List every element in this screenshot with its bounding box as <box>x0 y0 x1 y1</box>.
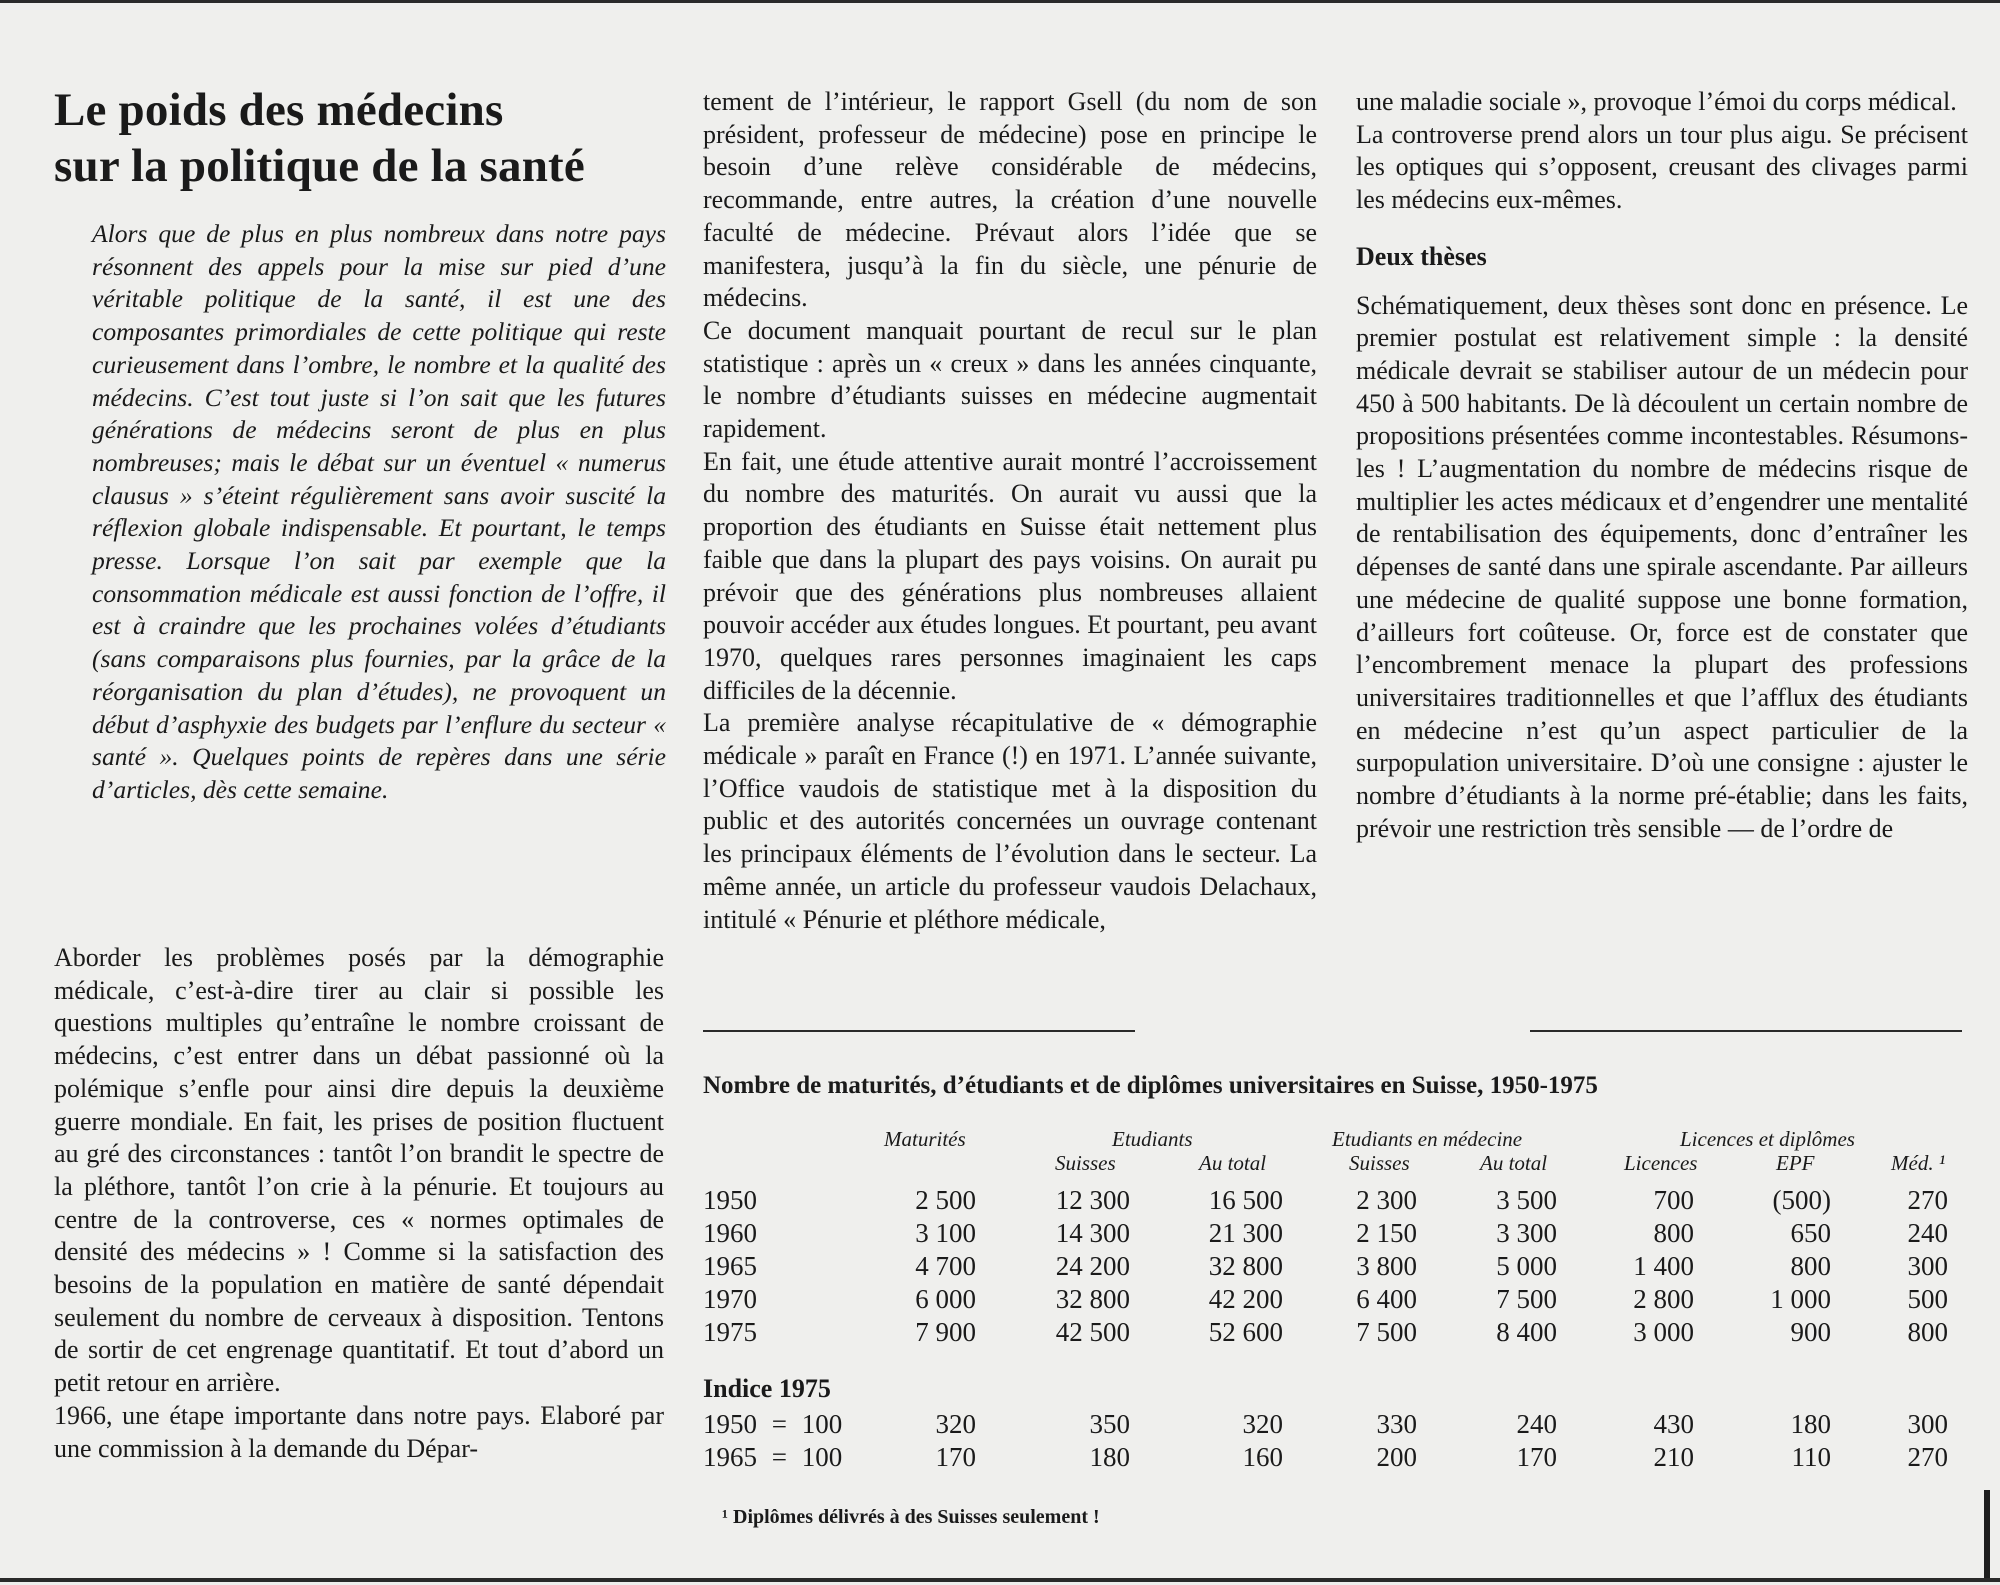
index-cell: 170 <box>1516 1442 1557 1472</box>
table-cell: (500) <box>1772 1185 1831 1215</box>
index-heading: Indice 1975 <box>703 1374 831 1403</box>
table-cell: 7 500 <box>1496 1284 1557 1314</box>
table-cell: 3 800 <box>1356 1251 1417 1281</box>
table-cell: 900 <box>1790 1317 1831 1347</box>
table-cell: 3 500 <box>1496 1185 1557 1215</box>
group-header-etudiants-medecine: Etudiants en médecine <box>1332 1127 1523 1151</box>
table-cell: 2 150 <box>1356 1218 1417 1248</box>
table-cell: 8 400 <box>1496 1317 1557 1347</box>
subheader: EPF <box>1776 1151 1815 1175</box>
table-cell: 1 000 <box>1770 1284 1831 1314</box>
table-cell: 3 000 <box>1633 1317 1694 1347</box>
table-cell: 24 200 <box>1055 1251 1130 1281</box>
table-cell: 3 100 <box>915 1218 976 1248</box>
index-cell: 240 <box>1516 1409 1557 1439</box>
table-cell: 2 300 <box>1356 1185 1417 1215</box>
table-title: Nombre de maturités, d’étudiants et de diplômes universitaires en Suisse, 1950-1975 <box>703 1072 1598 1099</box>
row-year: 1975 <box>703 1317 757 1347</box>
body-paragraph: La première analyse récapitulative de « démographie médicale » paraît en France (!) en 1971. L’année suivante, l’Office vaudois de statistique met à la disposition du public et des autorités concernées un ouvrage contenant les principaux éléments de l’évolution dans le secteur. La même année, un article du professeur vaudois Delachaux, intitulé « Pénurie et pléthore médicale, <box>703 708 1317 934</box>
body-paragraph: tement de l’intérieur, le rapport Gsell (du nom de son président, professeur de médecine) pose en principe le besoin d’une relève considérable de médecins, recommande, entre autres, la création d’une nouvelle faculté de médecine. Prévaut alors l’idée que se manifestera, jusqu’à la fin du siècle, une pénurie de médecins. <box>703 87 1317 313</box>
row-year: 1960 <box>703 1218 757 1248</box>
table-cell: 21 300 <box>1208 1218 1283 1248</box>
table-cell: 7 900 <box>915 1317 976 1347</box>
bottom-border <box>0 1578 2000 1582</box>
divider-rule <box>703 1030 1135 1032</box>
table-cell: 42 200 <box>1208 1284 1283 1314</box>
index-row-label: 1950 = 100 <box>703 1409 843 1439</box>
table-cell: 14 300 <box>1055 1218 1130 1248</box>
table-cell: 2 800 <box>1633 1284 1694 1314</box>
top-border <box>0 0 2000 3</box>
row-year: 1970 <box>703 1284 757 1314</box>
body-paragraph: Ce document manquait pourtant de recul sur le plan statistique : après un « creux » dans les années cinquante, le nombre d’étudiants suisses en médecine augmentait rapidement. <box>703 315 1317 444</box>
table-cell: 6 000 <box>915 1284 976 1314</box>
group-header-maturites: Maturités <box>884 1127 966 1151</box>
table-cell: 1 400 <box>1633 1251 1694 1281</box>
index-cell: 180 <box>1790 1409 1831 1439</box>
section-heading: Deux thèses <box>1356 241 1487 271</box>
index-cell: 270 <box>1907 1442 1948 1472</box>
index-cell: 320 <box>935 1409 976 1439</box>
article-title <box>54 82 674 194</box>
lead-paragraph: Alors que de plus en plus nombreux dans notre pays résonnent des appels pour la mise sur pied d’une véritable politique de la santé, il est une des composantes primordiales de cette politique qui reste curieusement dans l’ombre, le nombre et la qualité des médecins. C’est tout juste si l’on sait que les futures générations de médecins seront de plus en plus nombreuses; mais le débat sur un éventuel « numerus clausus » s’éteint régulièrement sans avoir suscité la réflexion globale indispensable. Et pourtant, le temps presse. Lorsque l’on sait par exemple que la consommation médicale est aussi fonction de l’offre, il est à craindre que les prochaines volées d’étudiants (sans comparaisons plus fournies, par la grâce de la réorganisation du plan d’études), ne provoquent un début d’asphyxie des budgets par l’enflure du secteur « santé ». Quelques points de repères dans une série d’articles, dès cette semaine. <box>92 219 666 804</box>
table-cell: 52 600 <box>1208 1317 1283 1347</box>
subheader: Suisses <box>1055 1151 1116 1175</box>
body-paragraph: 1966, une étape importante dans notre pays. Elaboré par une commission à la demande du Dépar- <box>54 1400 664 1463</box>
row-year: 1950 <box>703 1185 757 1215</box>
subheader: Méd. ¹ <box>1891 1151 1946 1175</box>
title-line-1: Le poids des médecins <box>54 84 504 136</box>
row-year: 1965 <box>703 1251 757 1281</box>
index-cell: 180 <box>1089 1442 1130 1472</box>
index-cell: 330 <box>1376 1409 1417 1439</box>
index-cell: 300 <box>1907 1409 1948 1439</box>
table-cell: 300 <box>1907 1251 1948 1281</box>
table-cell: 650 <box>1790 1218 1831 1248</box>
table-cell: 16 500 <box>1208 1185 1283 1215</box>
column-1 <box>54 942 664 1465</box>
table-cell: 7 500 <box>1356 1317 1417 1347</box>
subheader: Au total <box>1480 1151 1548 1175</box>
body-paragraph: En fait, une étude attentive aurait montré l’accroissement du nombre des maturités. On aurait vu aussi que la proportion des étudiants en Suisse était nettement plus faible que dans la plupart des pays voisins. On aurait pu prévoir que des générations plus nombreuses allaient pouvoir accéder aux études longues. Et pourtant, peu avant 1970, quelques rares personnes imaginaient les caps difficiles de la décennie. <box>703 446 1317 705</box>
table-cell: 270 <box>1907 1185 1948 1215</box>
table-cell: 800 <box>1790 1251 1831 1281</box>
index-row-label: 1965 = 100 <box>703 1442 843 1472</box>
index-cell: 350 <box>1089 1409 1130 1439</box>
table-cell: 3 300 <box>1496 1218 1557 1248</box>
table-cell: 5 000 <box>1496 1251 1557 1281</box>
table-footnote: ¹ Diplômes délivrés à des Suisses seulement ! <box>722 1506 1100 1528</box>
table-cell: 32 800 <box>1208 1251 1283 1281</box>
column-3 <box>1356 86 1968 845</box>
body-paragraph: La controverse prend alors un tour plus aigu. Se précisent les optiques qui s’opposent, creusant des clivages parmi les médecins eux-mêmes. <box>1356 119 1968 215</box>
index-cell: 160 <box>1242 1442 1283 1472</box>
table-cell: 240 <box>1907 1218 1948 1248</box>
table-cell: 2 500 <box>915 1185 976 1215</box>
group-header-licences-diplomes: Licences et diplômes <box>1680 1127 1855 1151</box>
table-cell: 500 <box>1907 1284 1948 1314</box>
table-cell: 6 400 <box>1356 1284 1417 1314</box>
index-cell: 320 <box>1242 1409 1283 1439</box>
table-cell: 32 800 <box>1055 1284 1130 1314</box>
index-cell: 110 <box>1791 1442 1831 1472</box>
subheader: Suisses <box>1349 1151 1410 1175</box>
table-cell: 800 <box>1653 1218 1694 1248</box>
table-cell: 800 <box>1907 1317 1948 1347</box>
group-header-etudiants: Etudiants <box>1112 1127 1193 1151</box>
body-paragraph: Schématiquement, deux thèses sont donc en présence. Le premier postulat est relativement simple : la densité médicale devrait se stabiliser autour de un médecin pour 450 à 500 habitants. De là découlent un certain nombre de propositions présentées comme incontestables. Résumons-les ! L’augmentation du nombre de médecins risque de multiplier les actes médicaux et d’engendrer une mentalité de rentabilisation des équipements, donc d’entraîner les dépenses de santé dans une spirale ascendante. Par ailleurs une médecine de qualité suppose une bonne formation, d’ailleurs fort coûteuse. Or, force est de constater que l’encombrement menace la plupart des professions universitaires traditionnelles et que l’afflux des étudiants en médecine n’est qu’un aspect particulier de la surpopulation universitaire. D’où une consigne : ajuster le nombre d’étudiants à la norme pré-établie; dans les faits, prévoir une restriction très sensible — de l’ordre de <box>1356 290 1968 843</box>
column-2 <box>703 86 1317 936</box>
divider-rule <box>1530 1030 1962 1032</box>
table-cell: 700 <box>1653 1185 1694 1215</box>
body-paragraph: une maladie sociale », provoque l’émoi du corps médical. <box>1356 87 1957 116</box>
table-cell: 12 300 <box>1055 1185 1130 1215</box>
index-cell: 170 <box>935 1442 976 1472</box>
subheader: Licences <box>1624 1151 1698 1175</box>
index-cell: 210 <box>1653 1442 1694 1472</box>
index-cell: 200 <box>1376 1442 1417 1472</box>
subheader: Au total <box>1199 1151 1267 1175</box>
table-cell: 4 700 <box>915 1251 976 1281</box>
index-cell: 430 <box>1653 1409 1694 1439</box>
body-paragraph: Aborder les problèmes posés par la démographie médicale, c’est-à-dire tirer au clair si possible les questions multiples qu’entraîne le nombre croissant de médecins, c’est entrer dans un débat passionné où la polémique s’enfle pour ainsi dire depuis la deuxième guerre mondiale. En fait, les prises de position fluctuent au gré des circonstances : tantôt l’on brandit le spectre de la pléthore, tantôt l’on crie à la pénurie. Et toujours au centre de la controverse, ces « normes optimales de densité des médecins » ! Comme si la satisfaction des besoins de la population en matière de santé dépendait seulement du nombre de cerveaux à disposition. Tentons de sortir de cet engrenage quantitatif. Et tout d’abord un petit retour en arrière. <box>54 943 664 1398</box>
table-cell: 42 500 <box>1055 1317 1130 1347</box>
page-edge <box>1984 1490 1990 1578</box>
title-line-2: sur la politique de la santé <box>54 140 585 192</box>
